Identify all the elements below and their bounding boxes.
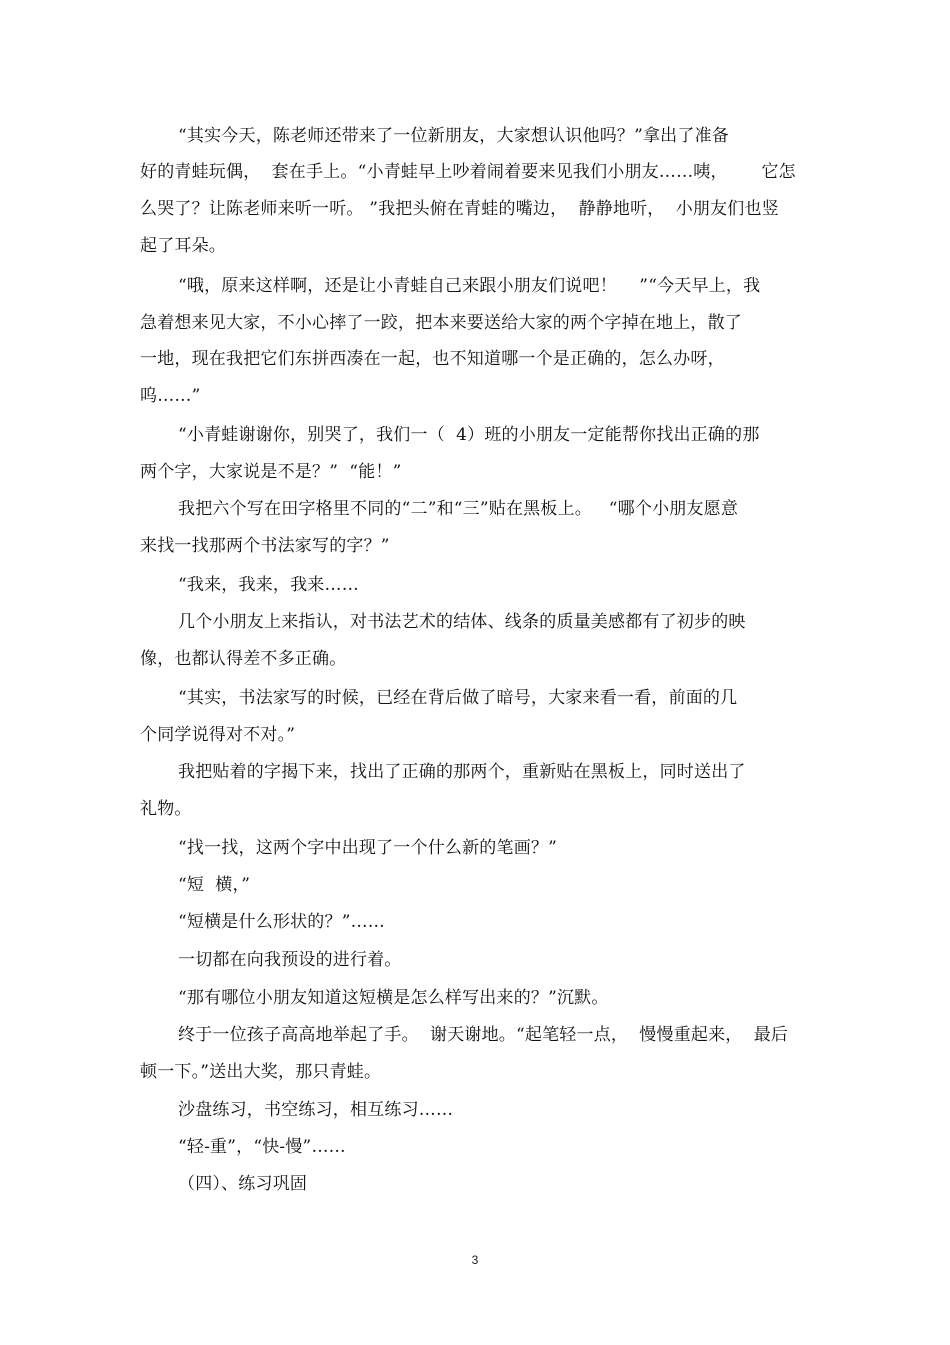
text-line: 我把贴着的字揭下来，找出了正确的那两个，重新贴在黑板上，同时送出了 xyxy=(178,762,746,782)
text-line: 呜……” xyxy=(140,386,201,406)
text-line: 像，也都认得差不多正确。 xyxy=(140,649,347,669)
text-line: 顿一下。”送出大奖，那只青蛙。 xyxy=(140,1062,382,1082)
text-line: “哦，原来这样啊，还是让小青蛙自己来跟小朋友们说吧！ ”“今天早上，我 xyxy=(178,276,761,296)
text-line: “小青蛙谢谢你，别哭了，我们一（ 4）班的小朋友一定能帮你找出正确的那 xyxy=(178,425,760,445)
text-line: 两个字，大家说是不是？” “能！” xyxy=(140,462,402,482)
text-line: “短横是什么形状的？”…… xyxy=(178,912,385,932)
section-heading: （四）、练习巩固 xyxy=(178,1174,308,1194)
page-number: 3 xyxy=(471,1253,479,1267)
text-line: “其实今天，陈老师还带来了一位新朋友，大家想认识他吗？”拿出了准备 xyxy=(178,126,729,146)
text-line: 一切都在向我预设的进行着。 xyxy=(178,950,402,970)
text-line: 几个小朋友上来指认，对书法艺术的结体、线条的质量美感都有了初步的映 xyxy=(178,612,746,632)
text-line: 来找一找那两个书法家写的字？” xyxy=(140,536,390,556)
text-line: 起了耳朵。 xyxy=(140,236,226,256)
text-line: 个同学说得对不对。” xyxy=(140,725,296,745)
text-line: 终于一位孩子高高地举起了手。 谢天谢地。“起笔轻一点， 慢慢重起来， 最后 xyxy=(178,1025,789,1045)
text-line: “其实，书法家写的时候，已经在背后做了暗号，大家来看一看，前面的几 xyxy=(178,688,738,708)
text-line: 我把六个写在田字格里不同的“二”和“三”贴在黑板上。 “哪个小朋友愿意 xyxy=(178,499,739,519)
text-line: 一地，现在我把它们东拼西凑在一起，也不知道哪一个是正确的，怎么办呀， xyxy=(140,349,725,369)
text-line: “那有哪位小朋友知道这短横是怎么样写出来的？”沉默。 xyxy=(178,988,609,1008)
text-line: “轻-重”，“快-慢”…… xyxy=(178,1137,346,1157)
text-line: 礼物。 xyxy=(140,799,192,819)
text-line: “我来，我来，我来…… xyxy=(178,575,359,595)
text-line: 好的青蛙玩偶， 套在手上。“小青蛙早上吵着闹着要来见我们小朋友……咦， 它怎 xyxy=(140,162,796,182)
text-line: 沙盘练习，书空练习，相互练习…… xyxy=(178,1100,454,1120)
text-line: 急着想来见大家，不小心摔了一跤，把本来要送给大家的两个字掉在地上，散了 xyxy=(140,313,742,333)
text-line: “找一找，这两个字中出现了一个什么新的笔画？” xyxy=(178,838,557,858)
text-line: “短 横，” xyxy=(178,875,251,895)
text-line: 么哭了？让陈老师来听一听。 ”我把头俯在青蛙的嘴边， 静静地听， 小朋友们也竖 xyxy=(140,199,779,219)
